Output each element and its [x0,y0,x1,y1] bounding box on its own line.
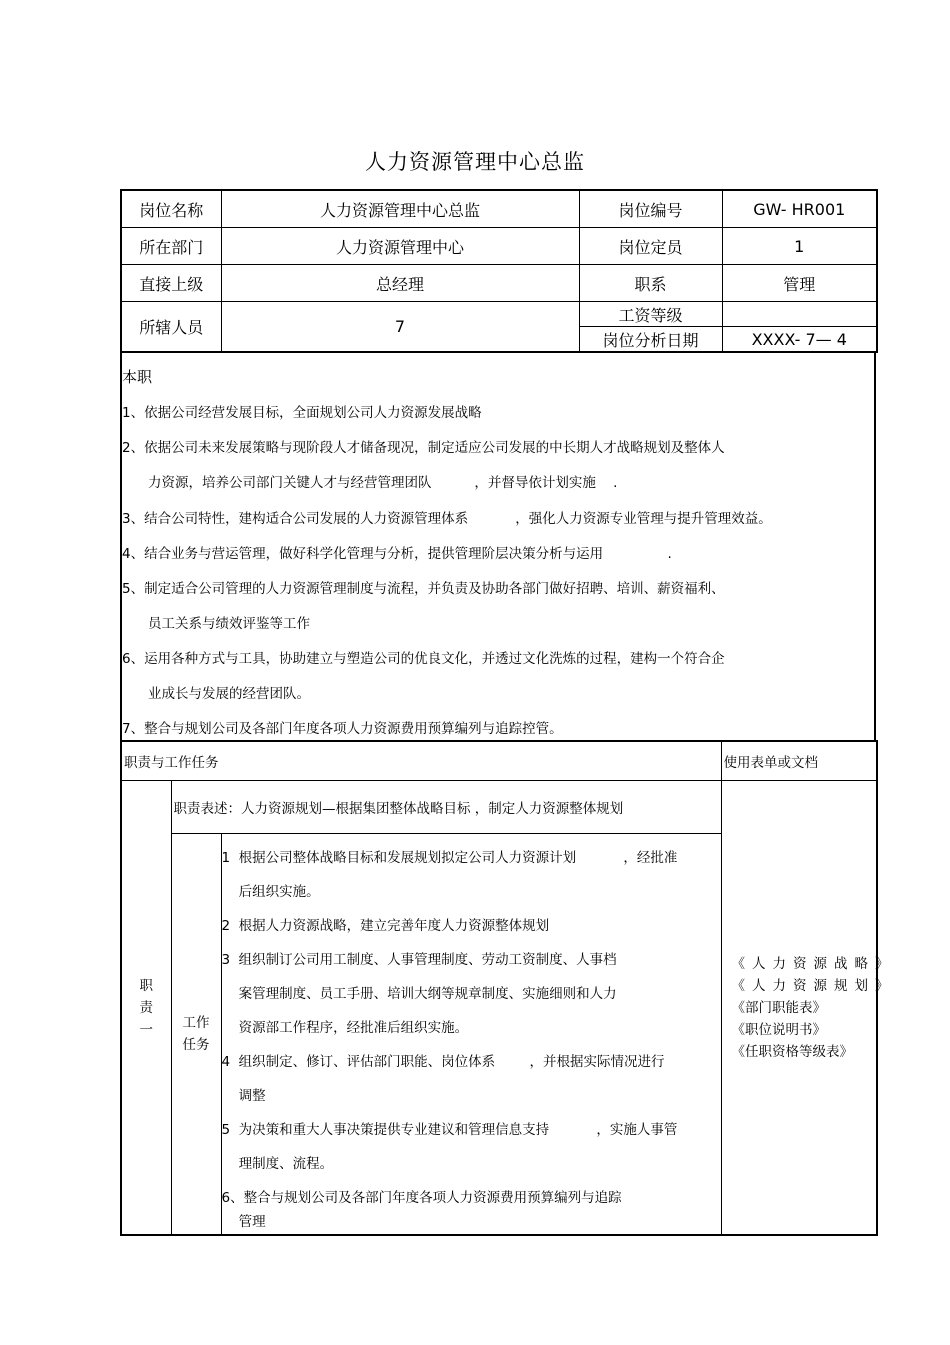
document-item: 《人力资源战略》 [731,955,896,972]
core-duty-section [120,352,876,741]
task-list-cell [221,834,721,1236]
duty-line: 2、依据公司未来发展策略与现阶段人才储备现况，制定适应公司发展的中长期人才战略规划及整体人 [122,440,725,456]
table-row [121,741,877,781]
task-line: 理制度、流程。 [221,1156,334,1172]
label-supervisor: 直接上级 [121,265,221,302]
duty-line: 4、结合业务与营运管理，做好科学化管理与分析，提供管理阶层决策分析与运用 . [122,546,672,562]
header-duties-tasks: 职责与工作任务 [121,741,721,781]
duty-statement: 职责表述：人力资源规划—根据集团整体战略目标 ，制定人力资源整体规划 [171,781,721,834]
value-headcount: 1 [722,228,877,265]
task-line: 资源部工作程序，经批准后组织实施。 [221,1020,469,1036]
label-headcount: 岗位定员 [579,228,722,265]
document-item: 《任职资格等级表》 [731,1043,854,1060]
label-analysis-date: 岗位分析日期 [579,327,722,353]
duty-line: 1、依据公司经营发展目标，全面规划公司人力资源发展战略 [122,405,482,421]
label-position-code: 岗位编号 [579,190,722,228]
table-row [121,265,877,302]
table-row [121,228,877,265]
value-position-code: GW- HR001 [722,190,877,228]
task-line: 管理 [221,1214,266,1230]
work-task-label: 工作 任务 [171,834,221,1236]
page-title: 人力资源管理中心总监 [365,150,585,174]
value-supervisor: 总经理 [221,265,579,302]
value-position-name: 人力资源管理中心总监 [221,190,579,228]
duty-line: 7、整合与规划公司及各部门年度各项人力资源费用预算编列与追踪控管。 [122,721,563,737]
document-item: 《部门职能表》 [731,999,827,1016]
document-item: 《人力资源规划》 [731,977,896,994]
value-salary-grade [722,302,877,327]
duty-line: 员工关系与绩效评鉴等工作 [148,616,310,632]
task-line: 调整 [221,1088,266,1104]
value-department: 人力资源管理中心 [221,228,579,265]
duty-line: 3、结合公司特性，建构适合公司发展的人力资源管理体系 ，强化人力资源专业管理与提升管理效益。 [122,511,772,527]
task-line: 后组织实施。 [221,884,320,900]
task-line: 1 根据公司整体战略目标和发展规划拟定公司人力资源计划 ，经批准 [221,850,678,866]
value-analysis-date: XXXX- 7— 4 [722,327,877,353]
table-row [121,190,877,228]
document-item: 《职位说明书》 [731,1021,827,1038]
duty-one-label: 职 责 一 [121,781,171,1236]
section-heading: 本职 [122,368,153,386]
label-subordinates: 所辖人员 [121,302,221,353]
position-info-table [120,189,878,353]
task-line: 4 组织制定、修订、评估部门职能、岗位体系 ，并根据实际情况进行 [221,1054,665,1070]
duty-line: 6、运用各种方式与工具，协助建立与塑造公司的优良文化，并透过文化洗炼的过程，建构一个符合企 [122,651,725,667]
duty-line: 5、制定适合公司管理的人力资源管理制度与流程，并负责及协助各部门做好招聘、培训、薪资福利、 [122,581,725,597]
duty-line: 力资源，培养公司部门关键人才与经营管理团队 ，并督导依计划实施 . [148,475,618,491]
header-forms-documents: 使用表单或文档 [721,741,877,781]
value-subordinates: 7 [221,302,579,353]
task-line: 6、整合与规划公司及各部门年度各项人力资源费用预算编列与追踪 [221,1190,622,1206]
task-line: 3 组织制订公司用工制度、人事管理制度、劳动工资制度、人事档 [221,952,617,968]
duty-task-table [120,740,896,1236]
task-line: 案管理制度、员工手册、培训大纲等规章制度、实施细则和人力 [221,986,617,1002]
label-position-name: 岗位名称 [121,190,221,228]
table-row [121,302,877,327]
value-job-family: 管理 [722,265,877,302]
label-job-family: 职系 [579,265,722,302]
label-salary-grade: 工资等级 [579,302,722,327]
table-row [121,781,877,834]
task-line: 2 根据人力资源战略，建立完善年度人力资源整体规划 [221,918,550,934]
label-department: 所在部门 [121,228,221,265]
task-line: 5 为决策和重大人事决策提供专业建议和管理信息支持 ，实施人事管 [221,1122,678,1138]
duty-line: 业成长与发展的经营团队。 [148,686,310,702]
document-list [721,781,896,1236]
